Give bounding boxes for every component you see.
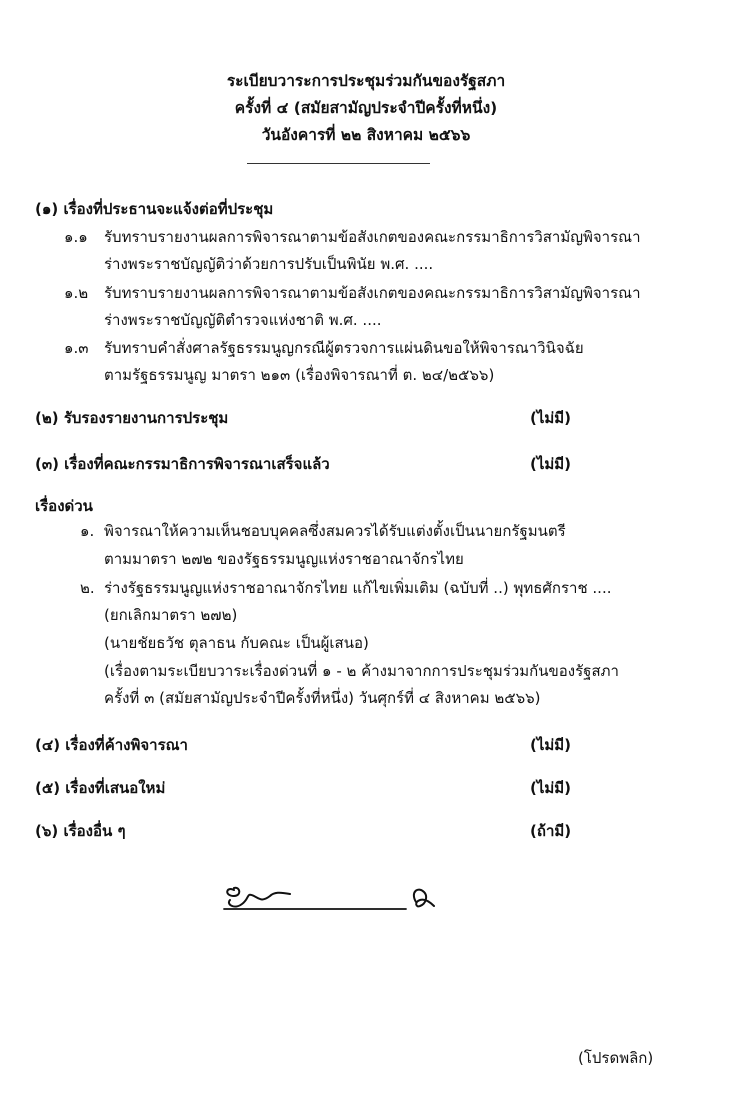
section3-heading: (๓) เรื่องที่คณะกรรมาธิการพิจารณาเสร็จแล้ว	[35, 455, 330, 473]
item-1-3-text: รับทราบคำสั่งศาลรัฐธรรมนูญกรณีผู้ตรวจการแผ่นดินขอให้พิจารณาวินิจฉัย	[104, 339, 584, 357]
item-1-1-number: ๑.๑	[64, 228, 88, 246]
urgent-item-1-text: พิจารณาให้ความเห็นชอบบุคคลซึ่งสมควรได้รับแต่งตั้งเป็นนายกรัฐมนตรี	[104, 522, 566, 540]
item-1-1-text: รับทราบรายงานผลการพิจารณาตามข้อสังเกตของคณะกรรมาธิการวิสามัญพิจารณา	[104, 228, 641, 246]
urgent-item-2-text: ร่างรัฐธรรมนูญแห่งราชอาณาจักรไทย แก้ไขเพิ่มเติม (ฉบับที่ ..) พุทธศักราช ....	[104, 579, 612, 597]
urgent-heading: เรื่องด่วน	[35, 497, 93, 515]
urgent-item-1-number: ๑.	[80, 522, 95, 540]
header-divider	[247, 163, 430, 164]
urgent-item-2-number: ๒.	[80, 579, 95, 597]
item-1-2-number: ๑.๒	[64, 284, 89, 302]
section4-heading: (๔) เรื่องที่ค้างพิจารณา	[35, 736, 188, 754]
agenda-title: ระเบียบวาระการประชุมร่วมกันของรัฐสภา	[226, 72, 506, 90]
urgent-item-1-text-cont: ตามมาตรา ๒๗๒ ของรัฐธรรมนูญแห่งราชอาณาจักรไทย	[104, 550, 464, 568]
item-1-3-text-cont: ตามรัฐธรรมนูญ มาตรา ๒๑๓ (เรื่องพิจารณาที่ ต. ๒๔/๒๕๖๖)	[104, 366, 495, 384]
section2-heading: (๒) รับรองรายงานการประชุม	[35, 409, 229, 427]
section4-status: (ไม่มี)	[530, 736, 572, 754]
item-1-3-number: ๑.๓	[64, 339, 89, 357]
item-1-2-text-cont: ร่างพระราชบัญญัติตำรวจแห่งชาติ พ.ศ. ....	[104, 311, 382, 329]
please-turn-over-note: (โปรดพลิก)	[578, 1049, 654, 1067]
urgent-item-2-proposer: (นายชัยธวัช ตุลาธน กับคณะ เป็นผู้เสนอ)	[104, 634, 369, 652]
urgent-item-2-note: (เรื่องตามระเบียบวาระเรื่องด่วนที่ ๑ - ๒ ค้างมาจากการประชุมร่วมกันของรัฐสภา	[104, 662, 619, 680]
session-line: ครั้งที่ ๔ (สมัยสามัญประจำปีครั้งที่หนึ่ง)	[234, 99, 498, 117]
section1-heading: (๑) เรื่องที่ประธานจะแจ้งต่อที่ประชุม	[35, 200, 274, 218]
urgent-item-2-note-cont: ครั้งที่ ๓ (สมัยสามัญประจำปีครั้งที่หนึ่ง) วันศุกร์ที่ ๔ สิงหาคม ๒๕๖๖)	[104, 689, 541, 707]
section2-status: (ไม่มี)	[530, 409, 572, 427]
item-1-1-text-cont: ร่างพระราชบัญญัติว่าด้วยการปรับเป็นพินัย พ.ศ. ....	[104, 255, 434, 273]
urgent-item-2-subtext: (ยกเลิกมาตรา ๒๗๒)	[104, 606, 238, 624]
section5-heading: (๕) เรื่องที่เสนอใหม่	[35, 779, 166, 797]
section5-status: (ไม่มี)	[530, 779, 572, 797]
date-line: วันอังคารที่ ๒๒ สิงหาคม ๒๕๖๖	[261, 126, 471, 144]
item-1-2-text: รับทราบรายงานผลการพิจารณาตามข้อสังเกตของคณะกรรมาธิการวิสามัญพิจารณา	[104, 284, 641, 302]
signature-mark	[220, 876, 445, 916]
section3-status: (ไม่มี)	[530, 455, 572, 473]
section6-heading: (๖) เรื่องอื่น ๆ	[35, 822, 126, 840]
section6-status: (ถ้ามี)	[530, 822, 572, 840]
